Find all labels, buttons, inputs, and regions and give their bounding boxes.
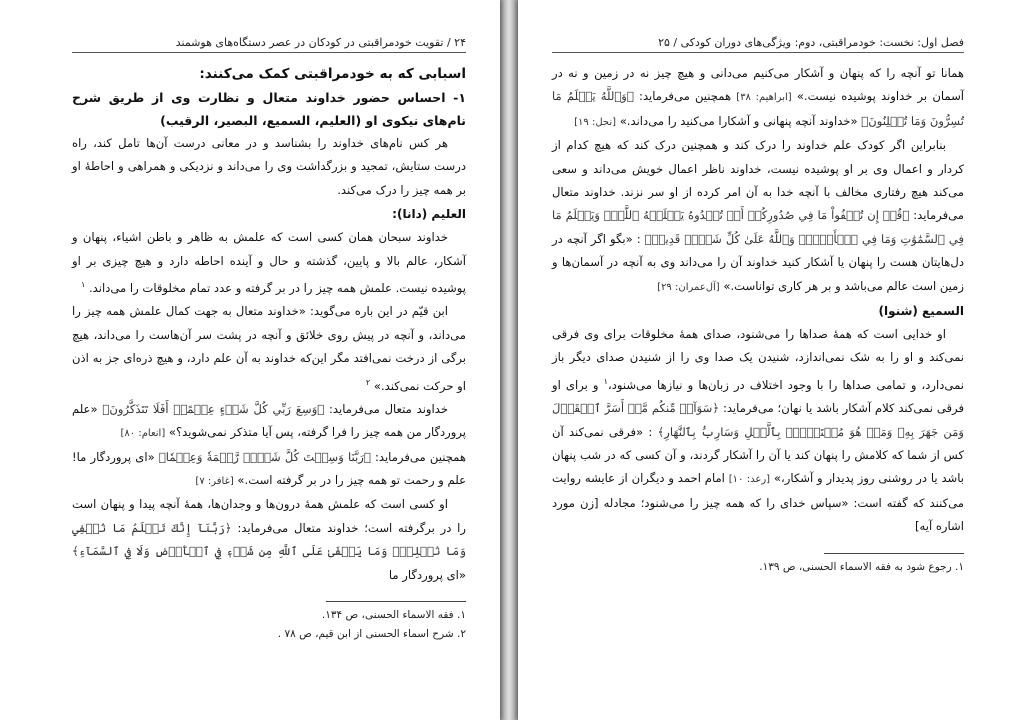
footnote-rule (326, 601, 466, 602)
quran-verse: ﴿رَبَّنَا وَسِعۡتَ كُلَّ شَيۡءٖ رَّحۡمَةٗ وَعِلۡمٗا﴾ (158, 449, 371, 464)
paragraph-text: همچنین می‌فرماید: (374, 449, 466, 464)
paragraph (72, 300, 466, 397)
footnote: ۲. شرح اسماء الحسنی از ابن قیم، ص ۷۸ . (277, 628, 466, 641)
verse-reference: [نحل: ۱۹] (574, 116, 617, 128)
paragraph-text: امام احمد و دیگران از عایشه روایت می‌کنند که گفته است: «سپاس خدای را که همه چیز را می‌شنود؛ مجادله [زن مورد اشاره آیه] (552, 471, 964, 534)
paragraph-text: همانا تو آنچه را که پنهان و آشکار می‌کنیم می‌دانی و هیچ چیز نه در زمین و نه در آسمان بر خداوند پوشیده نیست.» (552, 66, 965, 104)
quran-verse: ﴿وَٱللَّهُ يَعۡلَمُ مَا تُسِرُّونَ وَمَا تُعۡلِنُونَ﴾ (552, 89, 964, 128)
left-page (0, 0, 500, 720)
footnotes (552, 558, 964, 577)
verse-translation: : «فرقی نمی‌کند آن کس از شما که کلامش را پنهان کند یا آن را آشکار گردند، و آن کسی که در شب پنهان باشد یا در روشنی روز پدیدار و آشکار،» (552, 424, 964, 486)
subheading: ۱- احساس حضور خداوند متعال و نظارت وی از طریق شرح نام‌های نیکوی او (العلیم، السمیع، البصیر، الرقیب) (72, 90, 466, 128)
subsection-title: السمیع (شنوا) (878, 304, 964, 319)
verse-reference: [رعد: ۱۰] (728, 474, 771, 486)
paragraph (552, 134, 964, 299)
footnote: ۱. فقه الاسماء الحسنی، ص ۱۳۴. (321, 609, 466, 622)
right-page (518, 0, 1024, 720)
footnote-marker: ۱ (603, 376, 608, 386)
verse-reference: [غافر: ۷] (195, 476, 234, 487)
quran-verse: ﴿قُلۡ إِن تُخۡفُواْ مَا فِي صُدُورِكُمۡ أَوۡ تُبۡدُوهُ يَعۡلَمۡهُ ٱللَّهُۗ وَيَعۡلَمُ مَا فِي ٱلسَّمَٰوَٰتِ وَمَا فِي ٱلۡأَرۡضِۗ وَٱللَّهُ عَلَىٰ كُلِّ شَيۡءٖ قَدِيرٞ﴾ (552, 208, 965, 246)
paragraph-text: ابن قیّم در این باره می‌گوید: «خداوند متعال به جهت کمال علمش همه چیز را می‌داند، و آنچه در پیش روی خلائق و آنچه در پشت سر آن‌هاست را می‌داند، هیچ برگی از درخت نمی‌افتد مگر این‌که خداوند به آن علم دارد، و هیچ ذره‌ای جز به اذن او حرکت نمی‌کند.» (72, 304, 466, 393)
paragraph (72, 226, 466, 300)
paragraph-text: بنابراین اگر کودک علم خداوند را درک کند و همچنین درک کند که هیچ کدام از کردار و اعمال وی بر او پوشیده نیست، خداوند ناظر اعمال خویش می‌داند و سعی می‌کند هیچ رفتاری مخالف با آنچه خدا به آن امر کرده از او سر نزند. خداوند متعال می‌فرماید: (552, 138, 964, 223)
verse-translation: «علم پروردگار من همه چیز را فرا گرفته، پس آیا متذکر نمی‌شوید؟» (72, 401, 466, 440)
quran-verse: ﴿رَبَّنَآ إِنَّكَ تَعۡلَمُ مَا نُخۡفِي وَمَا نُعۡلِنُۗ وَمَا يَخۡفَىٰ عَلَى ٱللَّهِ مِن شَيۡءٖ فِي ٱلۡأَرۡضِ وَلَا فِي ٱلسَّمَآءِ﴾ (72, 520, 466, 559)
paragraph-text: او کسی است که علمش همهٔ درون‌ها و وجدان‌ها، همهٔ آنچه پیدا و پنهان است را در برگرفته است؛ خداوند متعال می‌فرماید: (72, 497, 466, 535)
paragraph (72, 398, 466, 446)
subsection-title: العلیم (دانا): (392, 207, 466, 222)
paragraph (552, 323, 964, 539)
quran-verse: ﴿وَسِعَ رَبِّي كُلَّ شَيۡءٍ عِلۡمًاۚ أَفَلَا تَتَذَكَّرُونَ﴾ (102, 401, 325, 416)
verse-reference: [ابراهیم: ۳۸] (736, 92, 792, 104)
book-gutter (500, 0, 518, 720)
paragraph (72, 446, 466, 494)
verse-reference: [انعام: ۸۰] (120, 428, 166, 440)
verse-translation: «خداوند آنچه پنهانی و آشکارا می‌کنید را می‌داند.» (619, 113, 858, 128)
footnote-marker: ۲ (365, 377, 371, 387)
paragraph-text: خداوند متعال می‌فرماید: (329, 401, 448, 416)
page-header: فصل اول: نخست: خودمراقبتی، دوم: ویژگی‌های دوران کودکی / ۲۵ (552, 36, 964, 53)
paragraph (72, 493, 466, 587)
page-body (72, 62, 466, 587)
footnote-marker: ۱ (80, 280, 86, 290)
page-header: ۲۴ / تقویت خودمراقبتی در کودکان در عصر دستگاه‌های هوشمند (72, 36, 466, 53)
footnote-rule (824, 553, 964, 554)
paragraph-text: او خدایی است که همهٔ صداها را می‌شنود، صدای همهٔ مخلوقات برای وی فرقی نمی‌کند و او را به شک نمی‌اندازد، شنیدن یک صدا وی را از شنیدن صدای دیگر باز نمی‌دارد، و تمامی صداها را با وجود اختلاف در زبان‌ها و نیازها می‌شنود، (552, 327, 965, 392)
paragraph-text: همچنین می‌فرماید: (639, 89, 732, 104)
section-heading: اسبابی که به خودمراقبتی کمک می‌کنند: (199, 66, 466, 82)
footnote: ۱. رجوع شود به فقه الاسماء الحسنی، ص ۱۳۹. (759, 560, 964, 573)
paragraph: هر کس نام‌های خداوند را بشناسد و در معانی درست آن‌ها تامل کند، راه درست ستایش، تمجید و بزرگداشت وی را می‌داند و نزدیکی و همراهی و احاطهٔ او بر همه چیز را درک می‌کند. (72, 136, 466, 197)
verse-translation: «ای پروردگار ما! علم و رحمت تو همه چیز را در بر گرفته است.» (72, 449, 466, 487)
paragraph (552, 62, 964, 134)
paragraph-text: و برای او فرقی نمی‌کند کلام آشکار باشد یا نهان؛ می‌فرماید: (552, 377, 964, 416)
verse-reference: [آل‌عمران: ۲۹] (657, 281, 720, 293)
verse-translation: : «بگو اگر آنچه در دل‌هایتان هست را پنهان یا آشکار کنید خداوند آن را می‌داند وی به آنچه در آسمان‌ها و زمین است عالم می‌باشد و بر هر کاری تواناست.» (552, 231, 964, 293)
quran-verse: ﴿سَوَآءٞ مِّنكُم مَّنۡ أَسَرَّ ٱلۡقَوۡلَ وَمَن جَهَرَ بِهِۦ وَمَنۡ هُوَ مُسۡتَخۡفِۭ بِٱلَّيۡلِ وَسَارِبُۢ بِٱلنَّهَارِ﴾ (552, 401, 964, 439)
verse-translation: «ای پروردگار ما (388, 567, 466, 582)
page-body (552, 62, 964, 539)
footnotes (72, 606, 466, 644)
paragraph-text: خداوند سبحان همان کسی است که علمش به ظاهر و باطن اشیاء، پنهان و آشکار، عالم بالا و پایین، گذشته و حال و آینده احاطه دارد و هیچ چیزی بر او پوشیده نیست. علمش همه چیز را در بر گرفته و عدد تمام مخلوقات را می‌داند. (72, 230, 466, 295)
